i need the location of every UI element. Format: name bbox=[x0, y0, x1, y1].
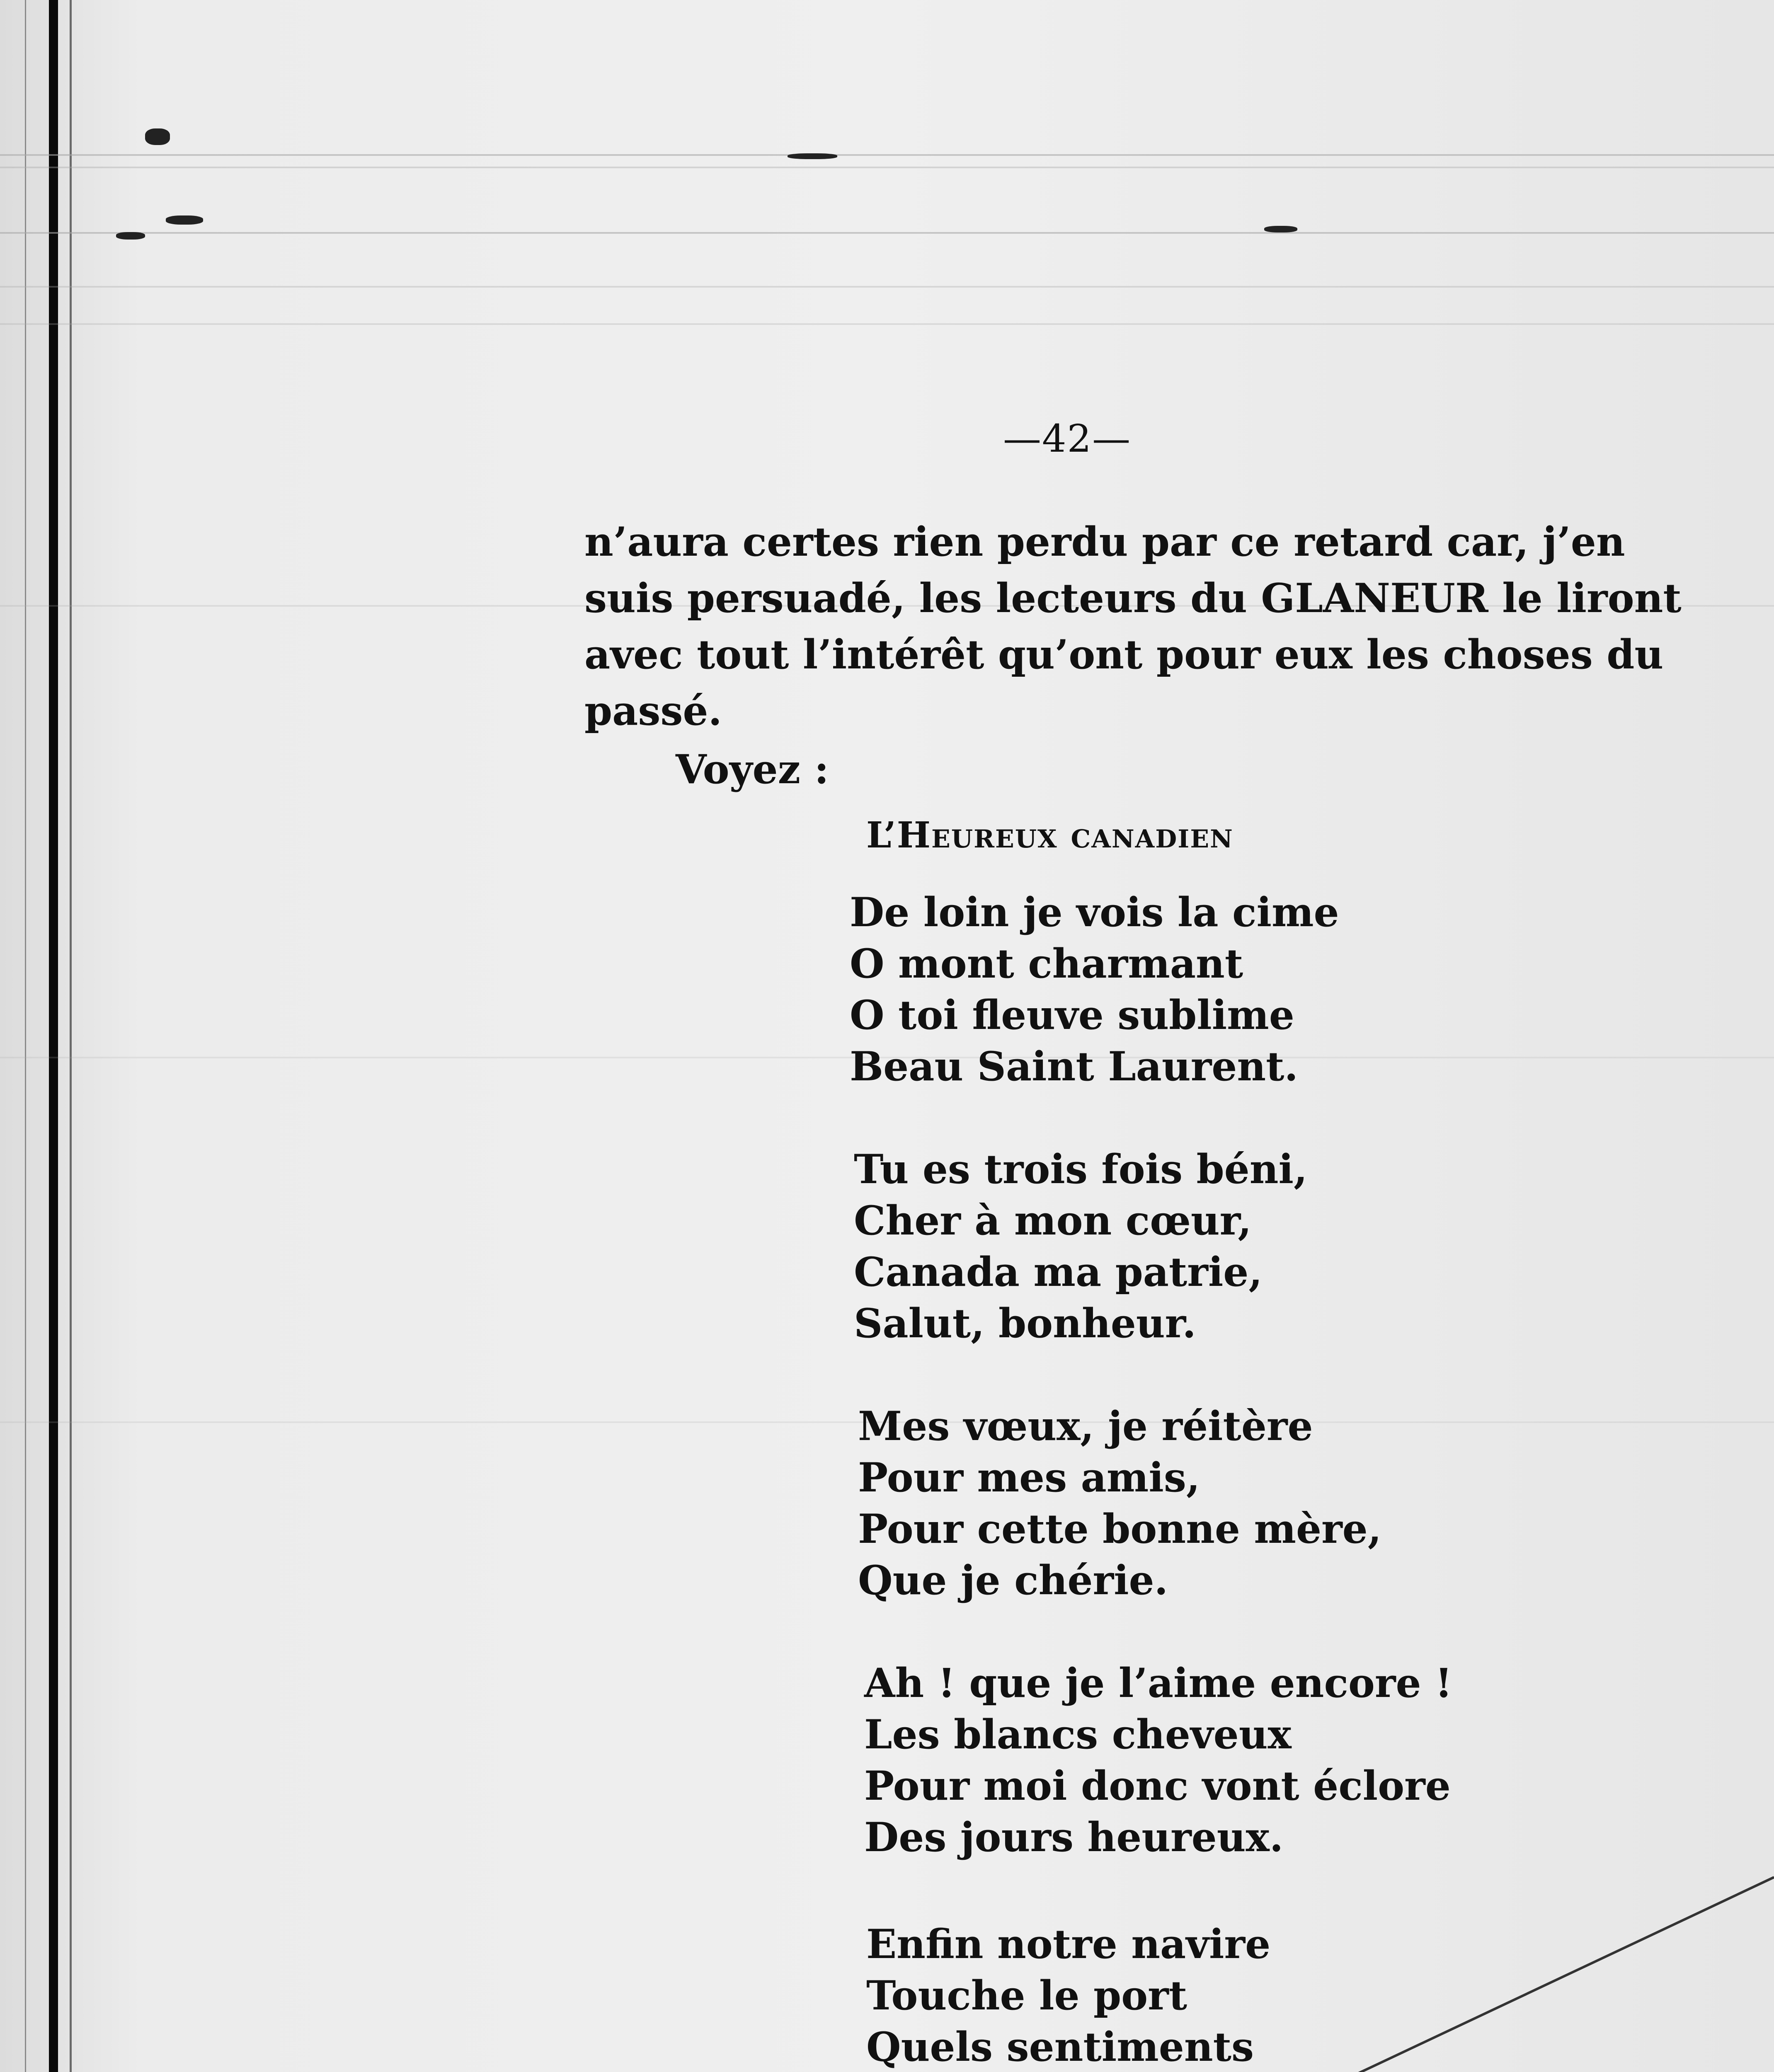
poem-stanza-5 bbox=[866, 1919, 1330, 2072]
poem-stanza-2 bbox=[854, 1144, 1307, 1349]
poem-line: Enfin notre navire bbox=[866, 1921, 1271, 1968]
prose-line: n’aura certes rien perdu par ce retard car, j’en bbox=[584, 518, 1625, 565]
poem-line: Les blancs cheveux bbox=[864, 1711, 1292, 1758]
poem-line: Salut, bonheur. bbox=[854, 1300, 1196, 1347]
poem-line: Ah ! que je l’aime encore ! bbox=[864, 1660, 1453, 1706]
poem-line: Beau Saint Laurent. bbox=[850, 1043, 1298, 1090]
poem-stanza-1 bbox=[850, 887, 1339, 1092]
poem-line: Cher à mon cœur, bbox=[854, 1197, 1252, 1244]
prose-line: suis persuadé, les lecteurs du GLANEUR le liront bbox=[584, 575, 1682, 622]
poem-line: Pour mes amis, bbox=[858, 1454, 1200, 1501]
prose-line: avec tout l’intérêt qu’ont pour eux les choses du bbox=[584, 631, 1664, 678]
voyez-line: Voyez : bbox=[676, 746, 829, 793]
poem-line: Canada ma patrie, bbox=[854, 1249, 1263, 1295]
poem-line: Tu es trois fois béni, bbox=[854, 1146, 1308, 1193]
poem-line: O toi fleuve sublime bbox=[850, 992, 1294, 1038]
prose-line: passé. bbox=[584, 687, 722, 734]
poem-line: Mes vœux, je réitère bbox=[858, 1403, 1313, 1450]
prose-paragraph bbox=[584, 514, 1682, 739]
poem-line: Touche le port bbox=[866, 1972, 1188, 2019]
poem-line: Pour cette bonne mère, bbox=[858, 1506, 1382, 1552]
poem-line: Quels sentiments bbox=[866, 2024, 1254, 2070]
poem-stanza-3 bbox=[858, 1401, 1381, 1606]
poem-line: O mont charmant bbox=[850, 940, 1243, 987]
poem-line: De loin je vois la cime bbox=[850, 889, 1339, 936]
poem-title: L’Heureux canadien bbox=[866, 814, 1234, 856]
poem-line: Des jours heureux. bbox=[864, 1814, 1284, 1861]
page-number: —42— bbox=[1003, 416, 1132, 461]
poem-stanza-4 bbox=[864, 1658, 1452, 1863]
poem-line: Que je chérie. bbox=[858, 1557, 1168, 1604]
poem-line: Pour moi donc vont éclore bbox=[864, 1762, 1451, 1809]
